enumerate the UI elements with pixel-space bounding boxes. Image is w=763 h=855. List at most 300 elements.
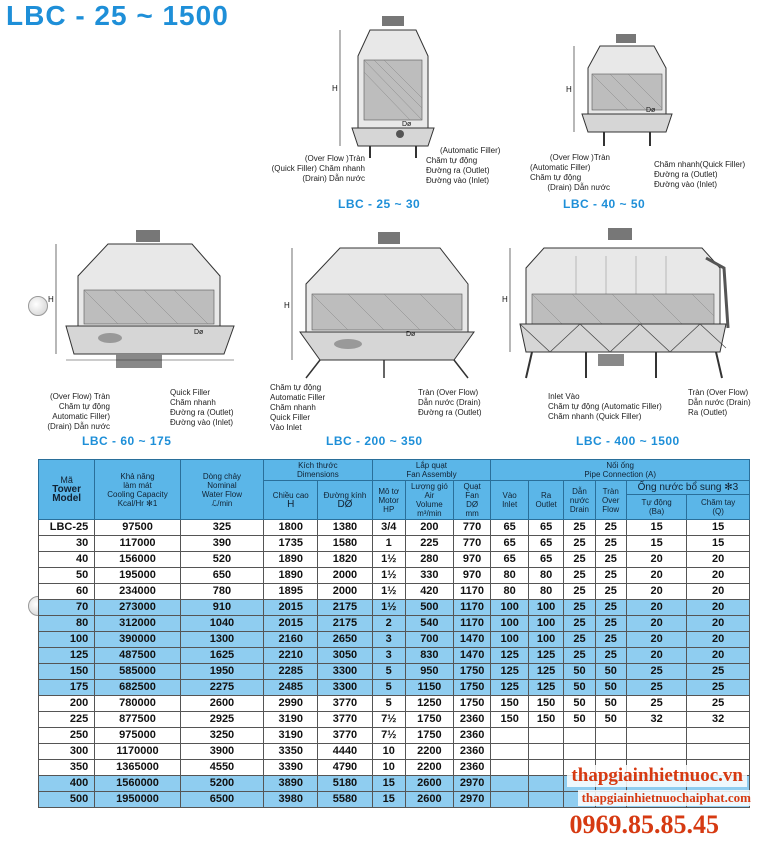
table-cell: 25	[595, 600, 626, 616]
header-model: Mã Tower Model	[39, 460, 95, 520]
table-cell: 20	[626, 584, 686, 600]
header-makeup-group: Ống nước bổ sung ✻3	[626, 481, 749, 495]
table-cell: 20	[626, 616, 686, 632]
table-cell: 175	[39, 680, 95, 696]
table-cell: 195000	[95, 568, 180, 584]
table-cell: 100	[528, 632, 563, 648]
table-cell	[528, 744, 563, 760]
table-cell: 1625	[180, 648, 263, 664]
table-cell: 100	[491, 616, 529, 632]
table-cell: 3	[372, 648, 405, 664]
table-cell: 60	[39, 584, 95, 600]
table-row	[39, 584, 750, 600]
table-cell: 200	[39, 696, 95, 712]
table-cell	[528, 792, 563, 808]
table-cell: 125	[528, 648, 563, 664]
header-overflow: Tràn Over Flow	[595, 481, 626, 520]
table-cell: 1800	[264, 520, 318, 536]
table-cell: 2000	[318, 568, 372, 584]
table-cell: 1150	[405, 680, 453, 696]
svg-text:Dø: Dø	[646, 107, 656, 114]
table-row	[39, 648, 750, 664]
table-cell: 32	[687, 712, 750, 728]
table-cell: LBC-25	[39, 520, 95, 536]
table-cell: 6500	[180, 792, 263, 808]
table-cell: 2600	[405, 776, 453, 792]
table-cell	[528, 776, 563, 792]
table-cell: 20	[626, 632, 686, 648]
tower-diagram-lbc-60-175	[44, 230, 244, 390]
table-cell: 15	[372, 792, 405, 808]
table-cell: 540	[405, 616, 453, 632]
table-cell: 3770	[318, 728, 372, 744]
table-cell	[564, 744, 595, 760]
header-fan: Quạt Fan DØ mm	[453, 481, 491, 520]
diagram5-right-labels: Tràn (Over Flow) Dẫn nước (Drain) Ra (Outlet)	[688, 388, 751, 417]
table-cell: 2210	[264, 648, 318, 664]
header-auto-fill: Tự động (Ba)	[626, 495, 686, 520]
table-cell: 2925	[180, 712, 263, 728]
table-cell	[491, 728, 529, 744]
table-cell: 770	[453, 536, 491, 552]
table-cell: 3770	[318, 712, 372, 728]
table-cell: 2015	[264, 600, 318, 616]
table-cell: 50	[564, 696, 595, 712]
table-cell: 25	[626, 680, 686, 696]
table-cell: 25	[564, 536, 595, 552]
table-cell: 125	[491, 680, 529, 696]
table-cell	[564, 728, 595, 744]
table-cell: 125	[491, 648, 529, 664]
svg-text:Dø: Dø	[194, 329, 204, 336]
table-cell: 25	[564, 632, 595, 648]
table-cell	[491, 792, 529, 808]
table-cell: 1170000	[95, 744, 180, 760]
table-cell: 5580	[318, 792, 372, 808]
table-cell: 2650	[318, 632, 372, 648]
header-capacity: Khả năng làm mát Cooling Capacity Kcal/Hr ✻1	[95, 460, 180, 520]
table-cell: 100	[491, 600, 529, 616]
table-cell: 2360	[453, 712, 491, 728]
table-cell: 830	[405, 648, 453, 664]
table-cell: 682500	[95, 680, 180, 696]
table-cell: 1890	[264, 552, 318, 568]
table-row	[39, 712, 750, 728]
table-cell: 100	[491, 632, 529, 648]
table-cell: 15	[626, 536, 686, 552]
table-cell: 225	[405, 536, 453, 552]
table-cell: 390000	[95, 632, 180, 648]
table-cell: 10	[372, 760, 405, 776]
table-cell: 25	[564, 616, 595, 632]
caption-lbc-200-350: LBC - 200 ~ 350	[326, 434, 423, 448]
table-cell: 20	[626, 552, 686, 568]
table-cell: 780000	[95, 696, 180, 712]
table-cell: 1	[372, 536, 405, 552]
table-cell: 65	[528, 520, 563, 536]
table-cell: 150	[491, 712, 529, 728]
table-cell: 25	[595, 616, 626, 632]
table-cell: 950	[405, 664, 453, 680]
svg-text:Dø: Dø	[406, 331, 416, 338]
table-cell: 1820	[318, 552, 372, 568]
table-cell: 15	[626, 520, 686, 536]
table-cell: 2275	[180, 680, 263, 696]
table-cell: 500	[405, 600, 453, 616]
table-cell: 50	[595, 712, 626, 728]
table-cell: 25	[564, 552, 595, 568]
table-cell: 20	[687, 648, 750, 664]
table-cell: 15	[687, 520, 750, 536]
header-height: Chiều cao H	[264, 481, 318, 520]
table-cell: 100	[528, 616, 563, 632]
table-cell: 25	[626, 696, 686, 712]
table-row	[39, 632, 750, 648]
table-cell: 910	[180, 600, 263, 616]
table-cell: 1580	[318, 536, 372, 552]
table-cell: 20	[687, 616, 750, 632]
table-cell: 25	[595, 632, 626, 648]
table-cell: 1300	[180, 632, 263, 648]
table-cell: 1170	[453, 584, 491, 600]
table-cell: 1170	[453, 616, 491, 632]
table-cell: 2285	[264, 664, 318, 680]
table-cell: 200	[405, 520, 453, 536]
table-cell: 70	[39, 600, 95, 616]
table-cell: 25	[687, 664, 750, 680]
table-row	[39, 696, 750, 712]
table-cell: 780	[180, 584, 263, 600]
table-cell: 3/4	[372, 520, 405, 536]
table-cell: 700	[405, 632, 453, 648]
table-cell	[626, 728, 686, 744]
diagram2-right-labels: Chăm nhanh(Quick Filler) Đường ra (Outlet) Đường vào (Inlet)	[654, 160, 746, 189]
table-row	[39, 680, 750, 696]
table-cell: 330	[405, 568, 453, 584]
table-cell: 975000	[95, 728, 180, 744]
table-cell: 1½	[372, 584, 405, 600]
table-cell: 3900	[180, 744, 263, 760]
table-cell: 20	[687, 552, 750, 568]
caption-lbc-40-50: LBC - 40 ~ 50	[563, 197, 646, 211]
table-cell: 350	[39, 760, 95, 776]
table-cell: 25	[595, 536, 626, 552]
table-cell: 420	[405, 584, 453, 600]
table-cell: 1750	[405, 712, 453, 728]
table-cell: 2	[372, 616, 405, 632]
table-cell: 5	[372, 664, 405, 680]
table-cell	[491, 744, 529, 760]
table-cell: 2000	[318, 584, 372, 600]
table-cell: 50	[564, 664, 595, 680]
table-cell: 80	[491, 568, 529, 584]
table-cell: 25	[595, 552, 626, 568]
table-cell: 117000	[95, 536, 180, 552]
svg-text:H: H	[502, 295, 508, 304]
table-cell: 234000	[95, 584, 180, 600]
table-cell: 65	[491, 520, 529, 536]
table-cell	[491, 776, 529, 792]
table-cell: 2485	[264, 680, 318, 696]
table-cell: 25	[564, 600, 595, 616]
header-fan-group: Lắp quạt Fan Assembly	[372, 460, 491, 481]
table-row	[39, 664, 750, 680]
table-cell: 770	[453, 520, 491, 536]
table-cell: 3350	[264, 744, 318, 760]
table-cell: 2360	[453, 744, 491, 760]
table-cell: 4550	[180, 760, 263, 776]
table-cell: 25	[626, 664, 686, 680]
table-cell	[491, 760, 529, 776]
table-cell: 25	[595, 568, 626, 584]
table-cell: 250	[39, 728, 95, 744]
table-cell: 25	[687, 680, 750, 696]
table-row	[39, 568, 750, 584]
tower-diagram-lbc-25-30	[330, 16, 460, 166]
table-cell	[595, 728, 626, 744]
table-cell: 520	[180, 552, 263, 568]
table-cell: 300	[39, 744, 95, 760]
watermark-site1: thapgiainhietnuoc.vn	[567, 765, 747, 787]
table-cell: 65	[528, 552, 563, 568]
table-cell: 40	[39, 552, 95, 568]
caption-lbc-60-175: LBC - 60 ~ 175	[82, 434, 172, 448]
table-cell: 100	[528, 600, 563, 616]
table-cell: 1750	[405, 728, 453, 744]
table-cell: 1750	[453, 696, 491, 712]
table-row	[39, 520, 750, 536]
spec-table	[38, 459, 750, 808]
table-cell: 2200	[405, 760, 453, 776]
table-cell: 32	[626, 712, 686, 728]
table-cell: 50	[595, 696, 626, 712]
table-cell: 20	[626, 568, 686, 584]
table-cell: 156000	[95, 552, 180, 568]
header-drain: Dẫn nước Drain	[564, 481, 595, 520]
table-cell: 7½	[372, 712, 405, 728]
page-title: LBC - 25 ~ 1500	[6, 0, 229, 31]
table-cell: 2990	[264, 696, 318, 712]
table-cell: 150	[528, 696, 563, 712]
table-cell: 3300	[318, 664, 372, 680]
table-cell: 7½	[372, 728, 405, 744]
table-cell: 225	[39, 712, 95, 728]
table-cell: 150	[491, 696, 529, 712]
table-cell: 25	[564, 584, 595, 600]
watermark-site2: thapgiainhietnuochaiphat.com	[578, 790, 755, 806]
table-cell: 4440	[318, 744, 372, 760]
table-row	[39, 728, 750, 744]
header-quick-fill: Chăm tay (Q)	[687, 495, 750, 520]
table-cell: 2160	[264, 632, 318, 648]
header-flow: Dòng chảy Nominal Water Flow ℒ/min	[180, 460, 263, 520]
svg-text:H: H	[284, 301, 290, 310]
diagram5-left-labels: Inlet Vào Chăm tự động (Automatic Filler) Chăm nhanh (Quick Filler)	[548, 392, 662, 421]
table-cell: 3980	[264, 792, 318, 808]
header-diameter: Đường kính DØ	[318, 481, 372, 520]
table-cell: 1895	[264, 584, 318, 600]
table-cell: 125	[39, 648, 95, 664]
table-cell: 25	[564, 520, 595, 536]
table-cell: 10	[372, 744, 405, 760]
table-cell: 80	[528, 584, 563, 600]
height-mark: H	[332, 84, 338, 93]
table-row	[39, 536, 750, 552]
table-cell: 325	[180, 520, 263, 536]
table-cell: 2200	[405, 744, 453, 760]
diagram4-right-labels: Tràn (Over Flow) Dẫn nước (Drain) Đường ra (Outlet)	[418, 388, 482, 417]
table-cell: 487500	[95, 648, 180, 664]
table-cell: 2600	[180, 696, 263, 712]
table-cell: 20	[687, 600, 750, 616]
table-cell	[595, 744, 626, 760]
table-cell	[528, 728, 563, 744]
table-cell: 25	[687, 696, 750, 712]
table-cell: 1½	[372, 552, 405, 568]
table-cell	[528, 760, 563, 776]
table-cell: 150	[528, 712, 563, 728]
table-cell: 1170	[453, 600, 491, 616]
header-dimensions-group: Kích thước Dimensions	[264, 460, 372, 481]
table-cell: 2970	[453, 792, 491, 808]
table-row	[39, 744, 750, 760]
table-cell: 30	[39, 536, 95, 552]
table-cell: 1735	[264, 536, 318, 552]
tower-diagram-lbc-40-50	[566, 34, 690, 154]
tower-diagram-lbc-200-350	[284, 232, 484, 382]
table-cell: 50	[595, 664, 626, 680]
table-cell	[687, 744, 750, 760]
table-cell: 280	[405, 552, 453, 568]
table-cell: 1365000	[95, 760, 180, 776]
table-cell: 100	[39, 632, 95, 648]
table-cell: 25	[564, 568, 595, 584]
table-cell: 1380	[318, 520, 372, 536]
table-cell: 3300	[318, 680, 372, 696]
table-cell: 65	[491, 552, 529, 568]
table-cell: 3890	[264, 776, 318, 792]
table-cell: 15	[687, 536, 750, 552]
table-cell: 20	[687, 632, 750, 648]
table-cell: 2175	[318, 616, 372, 632]
table-cell: 2015	[264, 616, 318, 632]
caption-lbc-400-1500: LBC - 400 ~ 1500	[576, 434, 680, 448]
diagram1-right-labels: (Automatic Filler) Chăm tự động Đường ra (Outlet) Đường vào (Inlet)	[426, 146, 501, 185]
caption-lbc-25-30: LBC - 25 ~ 30	[338, 197, 421, 211]
table-cell: 312000	[95, 616, 180, 632]
table-cell: 1470	[453, 648, 491, 664]
table-cell: 2970	[453, 776, 491, 792]
table-cell: 150	[39, 664, 95, 680]
svg-text:Dø: Dø	[402, 121, 412, 128]
table-cell: 25	[564, 648, 595, 664]
table-cell: 20	[626, 600, 686, 616]
table-cell: 273000	[95, 600, 180, 616]
table-cell: 3390	[264, 760, 318, 776]
header-air: Lượng gió Air Volume m³/min	[405, 481, 453, 520]
table-cell: 650	[180, 568, 263, 584]
table-cell: 2175	[318, 600, 372, 616]
header-pipe-group: Nối ống Pipe Connection (A)	[491, 460, 750, 481]
table-cell: 80	[39, 616, 95, 632]
table-cell: 1½	[372, 568, 405, 584]
table-cell: 80	[528, 568, 563, 584]
table-row	[39, 600, 750, 616]
table-cell: 125	[528, 680, 563, 696]
table-cell: 97500	[95, 520, 180, 536]
table-cell: 25	[595, 520, 626, 536]
table-cell: 4790	[318, 760, 372, 776]
table-cell: 3250	[180, 728, 263, 744]
table-cell: 1890	[264, 568, 318, 584]
table-cell: 25	[595, 648, 626, 664]
table-cell: 65	[491, 536, 529, 552]
table-cell: 1470	[453, 632, 491, 648]
table-cell	[626, 744, 686, 760]
table-cell: 20	[687, 584, 750, 600]
table-cell: 5180	[318, 776, 372, 792]
table-row	[39, 552, 750, 568]
table-cell: 1250	[405, 696, 453, 712]
table-cell: 585000	[95, 664, 180, 680]
table-cell: 1½	[372, 600, 405, 616]
table-cell: 15	[372, 776, 405, 792]
table-cell: 3050	[318, 648, 372, 664]
table-cell: 20	[626, 648, 686, 664]
table-cell: 5200	[180, 776, 263, 792]
table-cell: 3190	[264, 712, 318, 728]
table-cell: 500	[39, 792, 95, 808]
table-cell: 125	[491, 664, 529, 680]
table-cell: 50	[564, 712, 595, 728]
svg-text:H: H	[48, 295, 54, 304]
table-cell: 50	[564, 680, 595, 696]
header-inlet: Vào Inlet	[491, 481, 529, 520]
table-cell: 50	[595, 680, 626, 696]
table-cell: 877500	[95, 712, 180, 728]
table-cell: 1950000	[95, 792, 180, 808]
tower-diagram-lbc-400-1500	[502, 228, 746, 388]
table-cell: 2600	[405, 792, 453, 808]
table-cell: 65	[528, 536, 563, 552]
header-outlet: Ra Outlet	[528, 481, 563, 520]
table-cell: 3	[372, 632, 405, 648]
table-cell: 3770	[318, 696, 372, 712]
table-cell: 1040	[180, 616, 263, 632]
header-motor: Mô tơ Motor HP	[372, 481, 405, 520]
diagram3-left-labels: (Over Flow) Tràn Chăm tự động Automatic Filler) (Drain) Dẫn nước	[47, 392, 110, 431]
table-cell: 3190	[264, 728, 318, 744]
diagram2-left-labels: (Over Flow )Tràn (Automatic Filler) Chăm tự động (Drain) Dẫn nước	[530, 153, 610, 192]
table-cell: 25	[595, 584, 626, 600]
table-cell: 400	[39, 776, 95, 792]
watermark-phone: 0969.85.85.45	[569, 810, 719, 839]
diagram3-right-labels: Quick Filler Chăm nhanh Đường ra (Outlet) Đường vào (Inlet)	[170, 388, 234, 427]
table-cell: 5	[372, 680, 405, 696]
table-cell: 1950	[180, 664, 263, 680]
svg-text:H: H	[566, 85, 572, 94]
table-cell: 80	[491, 584, 529, 600]
table-cell: 1750	[453, 680, 491, 696]
table-cell: 1560000	[95, 776, 180, 792]
table-cell: 125	[528, 664, 563, 680]
table-cell: 5	[372, 696, 405, 712]
table-row	[39, 616, 750, 632]
table-cell	[687, 728, 750, 744]
table-cell: 20	[687, 568, 750, 584]
diagram4-left-labels: Chăm tự động Automatic Filler Chăm nhanh Quick Filler Vào Inlet	[270, 383, 326, 432]
table-cell: 970	[453, 568, 491, 584]
